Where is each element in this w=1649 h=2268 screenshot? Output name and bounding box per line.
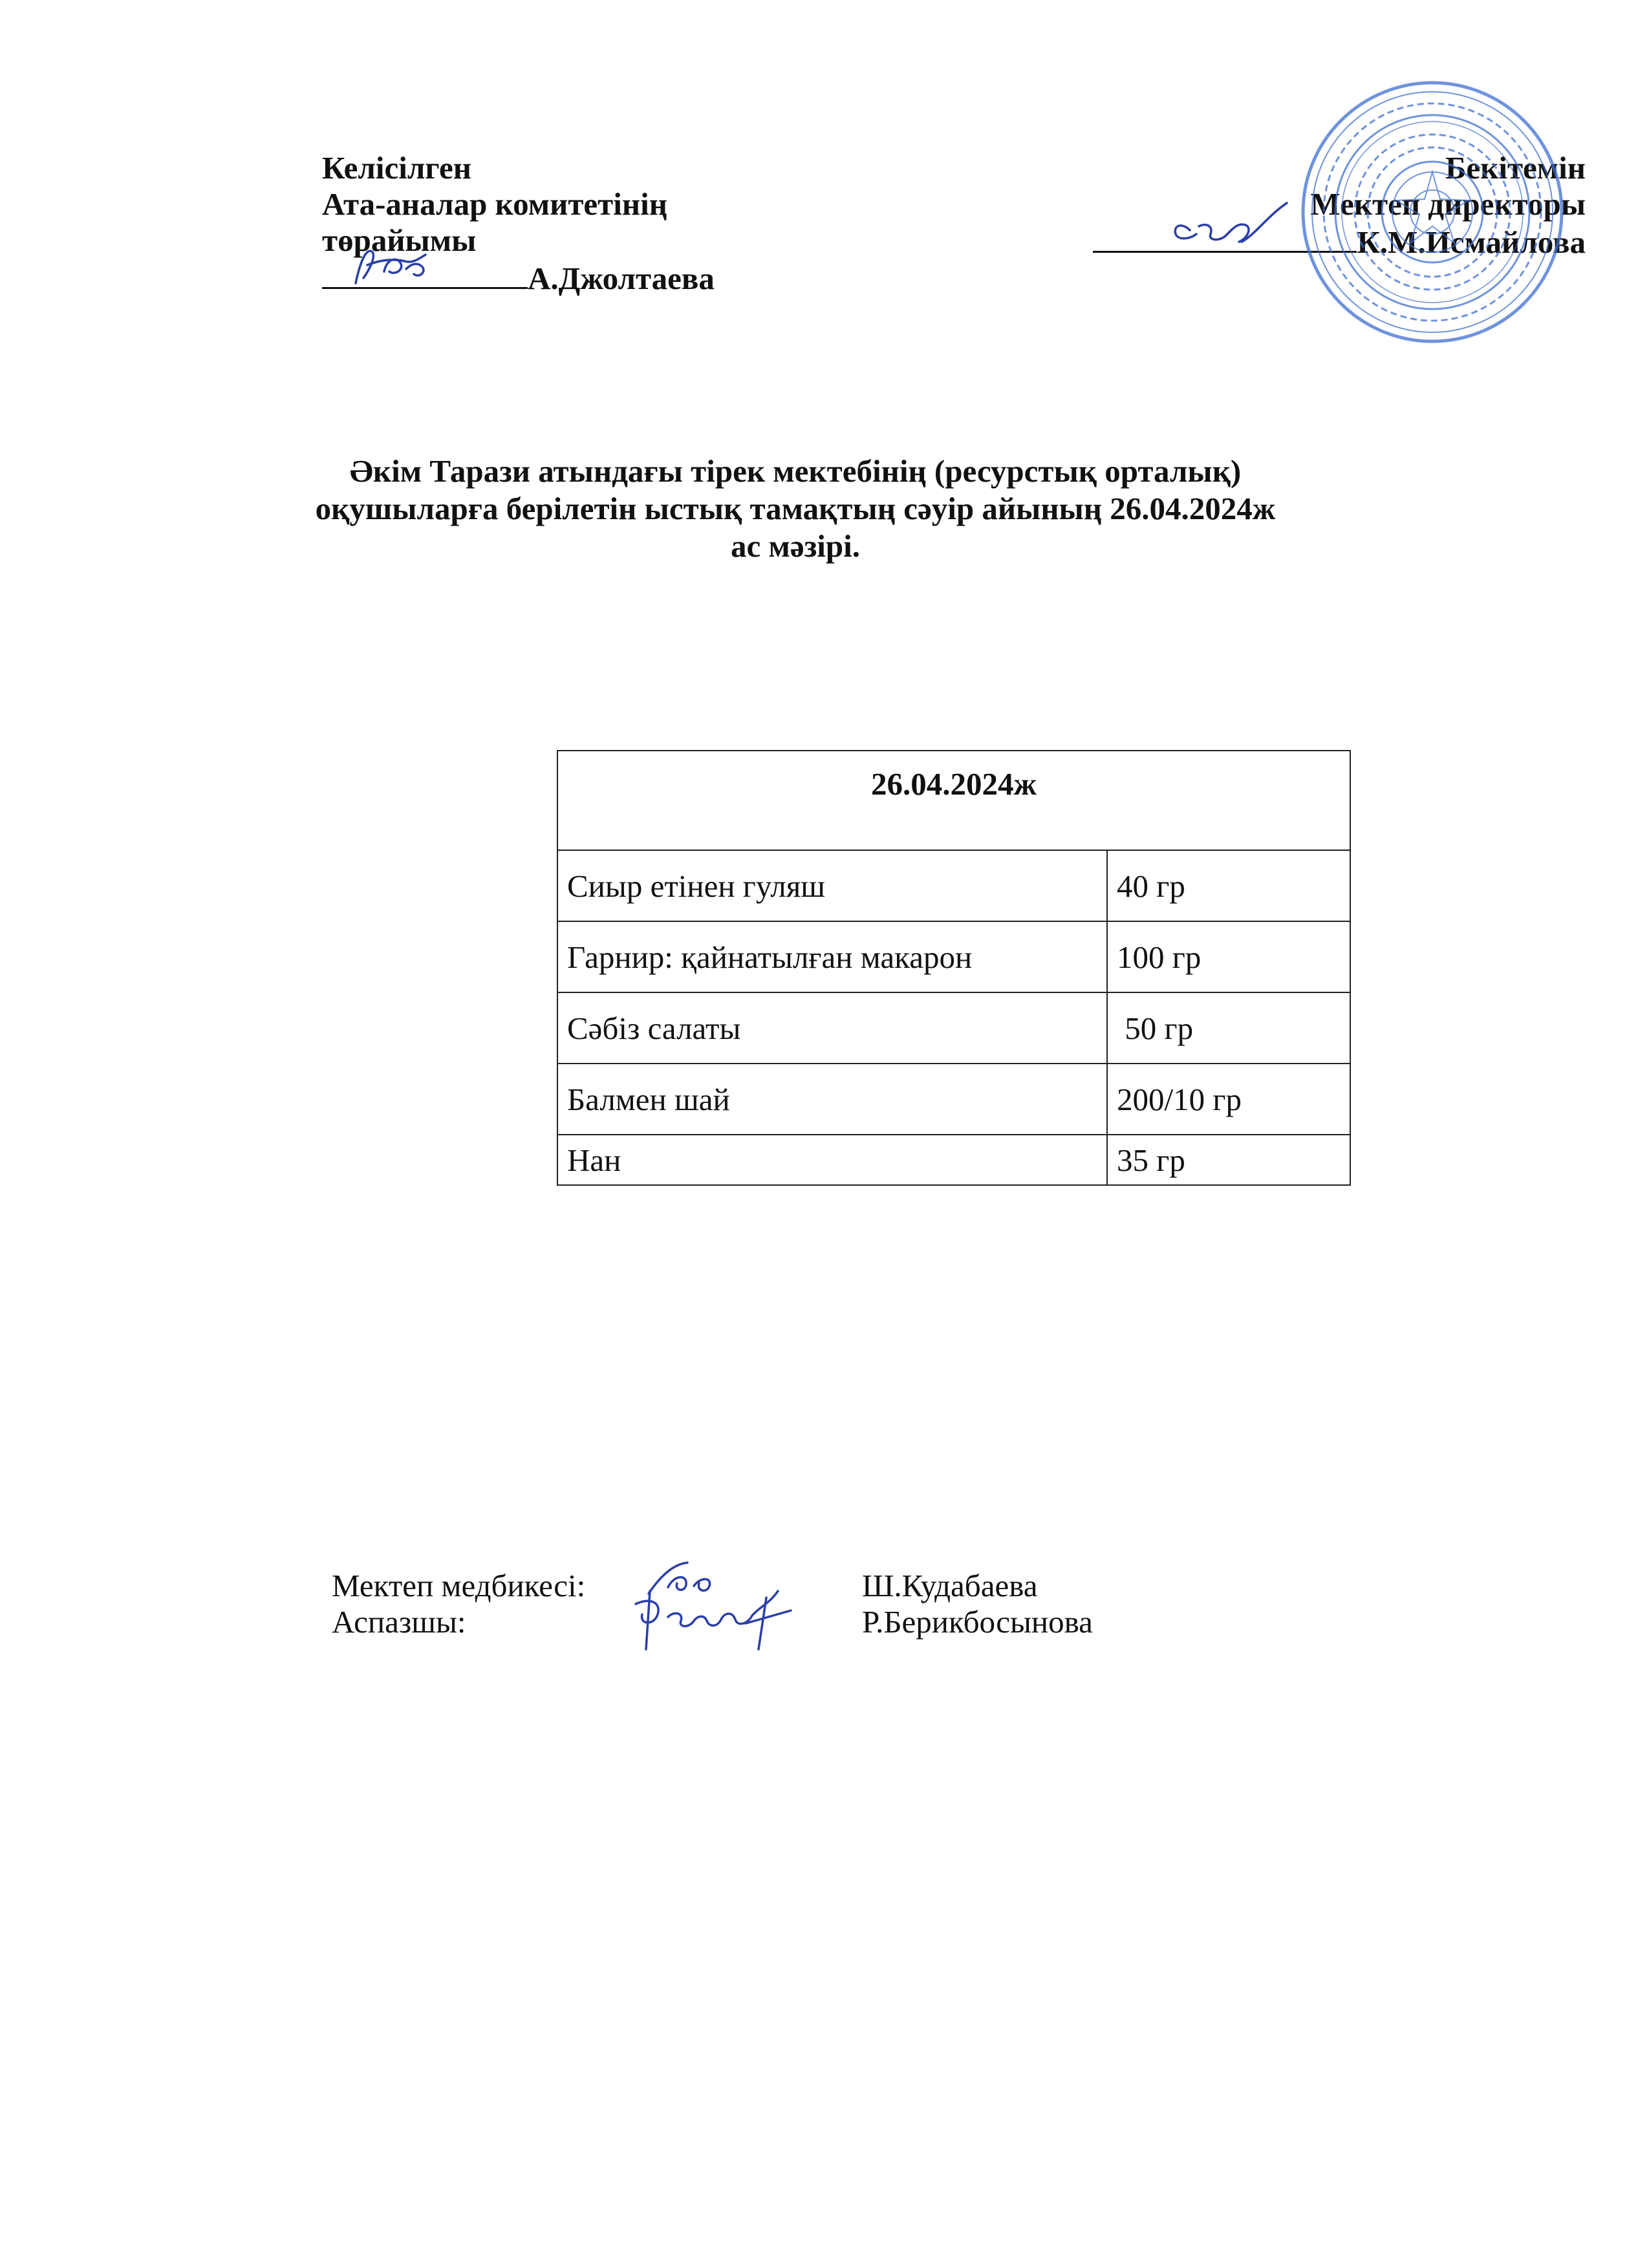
menu-item-name: Сәбіз салаты [557,992,1107,1064]
menu-date-header: 26.04.2024ж [557,751,1350,850]
document-title [194,453,1397,565]
agreed-heading: Келісілген [322,150,471,186]
cook-name: Р.Берикбосынова [862,1604,1093,1640]
menu-item-amount: 50 гр [1107,992,1350,1064]
approve-director: Мектеп директоры [1310,186,1586,222]
agreed-chair: төрайымы [322,222,477,258]
table-row [557,1064,1350,1135]
menu-header-row [557,751,1350,850]
menu-item-name: Балмен шай [557,1064,1107,1135]
menu-item-amount: 200/10 гр [1107,1064,1350,1135]
menu-item-amount: 40 гр [1107,850,1350,921]
agreed-signature-row [322,259,814,297]
menu-item-name: Гарнир: қайнатылған макарон [557,921,1107,992]
table-row [557,921,1350,992]
agreed-block [322,150,814,297]
table-row [557,850,1350,921]
menu-table [557,750,1351,1186]
table-row [557,992,1350,1064]
school-stamp-icon [1297,76,1568,348]
menu-item-amount: 35 гр [1107,1135,1350,1185]
table-row [557,1135,1350,1185]
approve-heading: Бекітемін [1445,150,1586,186]
agreed-name: А.Джолтаева [528,261,715,296]
nurse-name: Ш.Кудабаева [862,1568,1038,1603]
cook-role: Аспазшы: [332,1604,466,1640]
title-line-3: ас мәзірі. [730,528,861,564]
title-line-2: оқушыларға берілетін ыстық тамақтың сәуір айының 26.04.2024ж [315,491,1276,526]
menu-item-name: Нан [557,1135,1107,1185]
cook-signature-icon [616,1578,810,1656]
agreed-committee: Ата-аналар комитетінің [322,186,667,222]
menu-item-name: Сиыр етінен гуляш [557,850,1107,921]
nurse-role: Мектеп медбикесі: [332,1568,586,1603]
agreed-signature-icon [322,233,451,291]
title-line-1: Әкім Тарази атындағы тірек мектебінің (ресурстық орталық) [349,453,1242,489]
menu-item-amount: 100 гр [1107,921,1350,992]
approve-signature-icon [1093,197,1306,255]
agreed-signature-line [322,259,528,289]
approve-name: К.М.Исмайлова [1357,224,1586,260]
